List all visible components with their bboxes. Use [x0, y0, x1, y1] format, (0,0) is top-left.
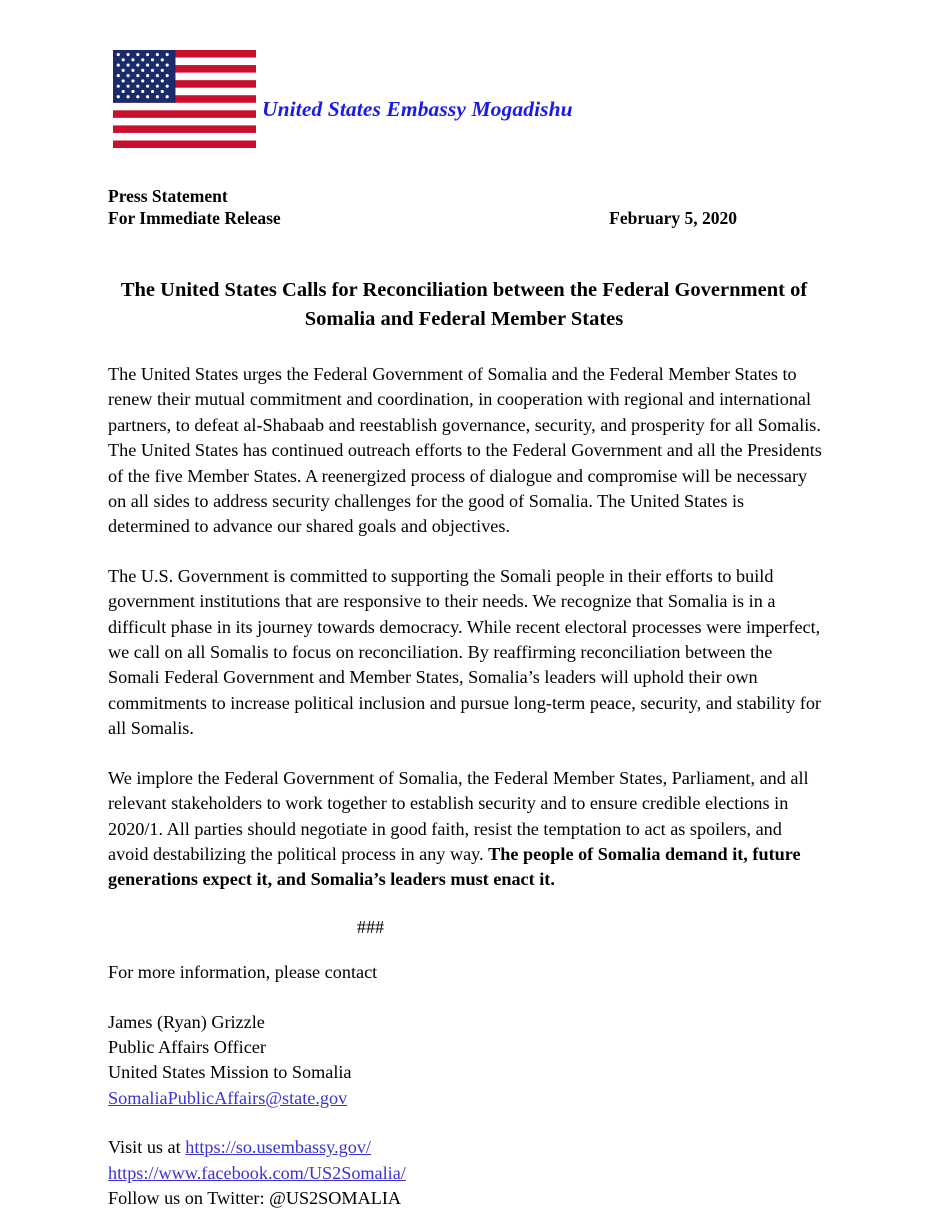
statement-meta [0, 186, 928, 229]
twitter-handle-line: Follow us on Twitter: @US2SOMALIA [108, 1187, 402, 1208]
embassy-website-link[interactable]: https://so.usembassy.gov/ [185, 1137, 371, 1158]
contact-intro: For more information, please contact [108, 962, 378, 983]
contact-role: Public Affairs Officer [108, 1036, 266, 1057]
visit-us-label: Visit us at [108, 1137, 186, 1158]
document-body [0, 362, 928, 1211]
facebook-link[interactable]: https://www.facebook.com/US2Somalia/ [108, 1162, 406, 1183]
page-title-line-1: The United States Calls for Reconciliation between the Federal Government [120, 279, 785, 301]
contact-organization: United States Mission to Somalia [108, 1062, 352, 1083]
release-date: February 5, 2020 [609, 207, 737, 228]
body-paragraph-1: The United States urges the Federal Government of Somalia and the Federal Member States to renew their mutual commitment and coordination, in cooperation with regional and international partners, to defeat al-Shabaab and reestablish governance, security, and prosperity for all Somalis. The United States has continued outreach efforts to the Federal Government and all the Presidents of the five Member States. A reenergized process of dialogue and compromise will be necessary on all sides to address security challenges for the good of Somalia. The United States is determined to advance our shared goals and objectives. [108, 364, 822, 537]
letterhead [0, 0, 928, 168]
contact-block [108, 1010, 823, 1112]
us-flag-icon [113, 50, 256, 148]
body-paragraph-3-emphasis: The people of Somalia demand it, future generations expect it, and Somalia’s leaders must enact it. [108, 843, 801, 890]
release-label: For Immediate Release [108, 207, 281, 228]
contact-email-link[interactable]: SomaliaPublicAffairs@state.gov [108, 1087, 348, 1108]
press-statement-label: Press Statement [108, 186, 228, 206]
page-title [0, 276, 928, 334]
body-paragraph-2: The U.S. Government is committed to supporting the Somali people in their efforts to build government institutions that are responsive to their needs. We recognize that Somalia is in a difficult phase in its journey towards democracy. While recent electoral processes were imperfect, we call on all Somalis to focus on reconciliation. By reaffirming reconciliation between the Somali Federal Government and Member States, Somalia’s leaders will uphold their own commitments to increase political inclusion and pursue long-term peace, security, and stability for all Somalis. [108, 565, 821, 739]
embassy-title: United States Embassy Mogadishu [262, 97, 573, 121]
body-paragraph-3 [108, 766, 823, 893]
body-paragraph-3-text: We implore the Federal Government of Somalia, the Federal Member States, Parliament, and all relevant stakeholders to work together to establish security and to ensure credible elections in 2020/1. All parties should negotiate in good faith, resist the temptation to act as spoilers, and avoid destabilizing the political process in any way. [108, 767, 809, 864]
end-marker: ### [356, 916, 385, 937]
contact-name: James (Ryan) Grizzle [108, 1011, 265, 1032]
page-title-line-2: of Somalia and Federal Member States [304, 279, 808, 330]
